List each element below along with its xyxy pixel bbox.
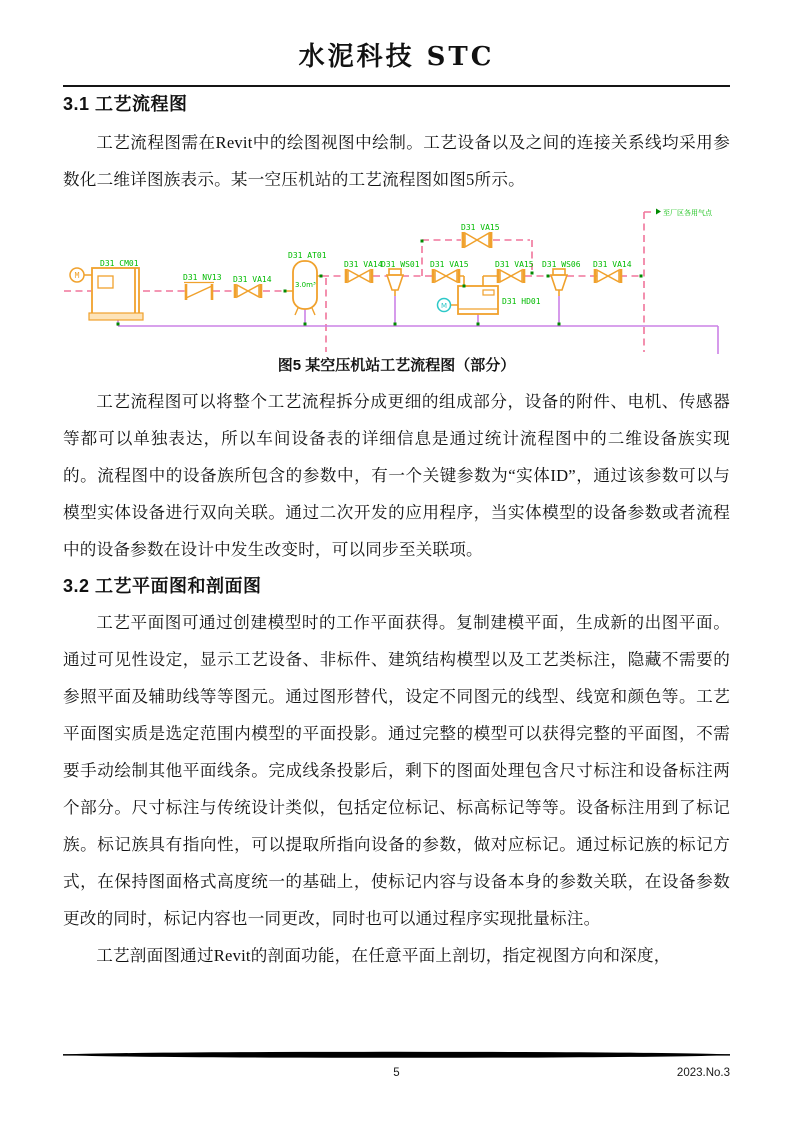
dryer-inner-panel bbox=[483, 290, 494, 295]
bypass-valve-label: D31 VA15 bbox=[461, 223, 500, 232]
drain-pipes bbox=[118, 296, 718, 354]
bypass-valve-va15 bbox=[463, 232, 491, 248]
page-number: 5 bbox=[393, 1067, 400, 1079]
tank-label: D31 AT01 bbox=[288, 251, 327, 260]
valve-va14-1 bbox=[235, 284, 261, 298]
check-valve-nv13 bbox=[184, 283, 214, 301]
pfd-svg bbox=[63, 203, 730, 355]
issue-number: 2023.No.3 bbox=[676, 1067, 730, 1079]
separator-cap bbox=[553, 269, 565, 275]
header-rule bbox=[63, 85, 730, 87]
outlet-arrow-icon bbox=[656, 209, 661, 215]
valve-va15-1 bbox=[433, 269, 459, 283]
valve-va15-2-label: D31 VA15 bbox=[495, 260, 534, 269]
valve-va14-2-label: D31 VA14 bbox=[344, 260, 383, 269]
figure-caption: 图5 某空压机站工艺流程图（部分） bbox=[277, 357, 516, 374]
compressor-inner-panel bbox=[98, 276, 113, 288]
valve-bowtie bbox=[500, 270, 522, 282]
valve-bowtie bbox=[348, 270, 370, 282]
compressor-body bbox=[92, 268, 139, 315]
compressor-motor-letter: M bbox=[74, 271, 80, 280]
dryer-motor-letter: M bbox=[440, 302, 448, 310]
valve-va15-1-label: D31 VA15 bbox=[430, 260, 469, 269]
compressor-base-plate bbox=[89, 313, 143, 320]
valve-bowtie bbox=[237, 285, 259, 297]
footer-rule bbox=[63, 1051, 730, 1059]
air-pipe-bypass bbox=[422, 240, 532, 276]
valve-va15-2 bbox=[498, 269, 524, 283]
compressor-label: D31 CM01 bbox=[100, 259, 139, 268]
separator-funnel bbox=[551, 275, 567, 290]
check-valve-diagonal bbox=[186, 286, 212, 298]
page-footer bbox=[63, 1046, 730, 1080]
valve-bowtie bbox=[465, 233, 489, 247]
footer-texts bbox=[63, 1066, 730, 1080]
separator-funnel bbox=[387, 275, 403, 290]
separator-ws06-label: D31 WS06 bbox=[542, 260, 581, 269]
process-flow-diagram bbox=[63, 203, 730, 355]
compressor-unit bbox=[70, 268, 143, 320]
valve-va14-3-label: D31 VA14 bbox=[593, 260, 632, 269]
journal-title: 水泥科技 STC bbox=[298, 42, 495, 72]
separator-ws01-label: D31 WS01 bbox=[381, 260, 420, 269]
valve-va14-2 bbox=[346, 269, 372, 283]
valve-va14-3 bbox=[595, 269, 621, 283]
tank-volume: 3.0m³ bbox=[295, 281, 316, 289]
valve-bowtie bbox=[597, 270, 619, 282]
dryer-unit bbox=[458, 286, 498, 314]
valve-va14-1-label: D31 VA14 bbox=[233, 275, 272, 284]
check-valve-label: D31 NV13 bbox=[183, 273, 222, 282]
paragraph-flow-detail: 工艺流程图可以将整个工艺流程拆分成更细的组成部分，设备的附件、电机、传感器等都可以单独表达，所以车间设备表的详细信息是通过统计流程图中的二维设备族实现的。流程图中的设备族所包含的参数中，有一个关键参数为“实体ID”，通过该参数可以与模型实体设备进行双向关联。通过二次开发的应用程序，当实体模型的设备参数或者流程中的设备参数在设计中发生改变时，可以同步至关联项。 bbox=[63, 392, 730, 559]
separator-ws01 bbox=[387, 269, 403, 290]
paragraph-intro: 工艺流程图需在Revit中的绘图视图中绘制。工艺设备以及之间的连接关系线均采用参数化二维详图族表示。某一空压机站的工艺流程图如图5所示。 bbox=[63, 133, 730, 189]
air-pipes bbox=[64, 212, 655, 352]
air-pipe-outlet-riser bbox=[644, 212, 655, 352]
section-heading-3-2: 3.2 工艺平面图和剖面图 bbox=[63, 576, 262, 596]
dryer-label: D31 HD01 bbox=[502, 297, 541, 306]
separator-cap bbox=[389, 269, 401, 275]
section-heading-3-1: 3.1 工艺流程图 bbox=[63, 94, 188, 114]
separator-ws06 bbox=[551, 269, 567, 290]
paragraph-plan-view: 工艺平面图可通过创建模型时的工作平面获得。复制建模平面，生成新的出图平面。通过可见性设定，显示工艺设备、非标件、建筑结构模型以及工艺类标注，隐藏不需要的参照平面及辅助线等等图元。通过图形替代，设定不同图元的线型、线宽和颜色等。工艺平面图实质是选定范围内模型的平面投影。通过完整的模型可以获得完整的平面图，不需要手动绘制其他平面线条。完成线条投影后，剩下的图面处理包含尺寸标注和设备标注两个部分。尺寸标注与传统设计类似，包括定位标记、标高标记等等。设备标注用到了标记族。标记族具有指向性，可以提取所指向设备的参数，做对应标记。通过标记族的标记方式，在保持图面格式高度统一的基础上，使标记内容与设备本身的参数关联，在设备参数更改的同时，标记内容也一同更改，同时也可以通过程序实现批量标注。 bbox=[63, 613, 730, 928]
paragraph-section-view: 工艺剖面图通过Revit的剖面功能，在任意平面上剖切，指定视图方向和深度， bbox=[96, 946, 671, 965]
valve-bowtie bbox=[435, 270, 457, 282]
outlet-note: 至厂区各用气点 bbox=[663, 209, 712, 217]
